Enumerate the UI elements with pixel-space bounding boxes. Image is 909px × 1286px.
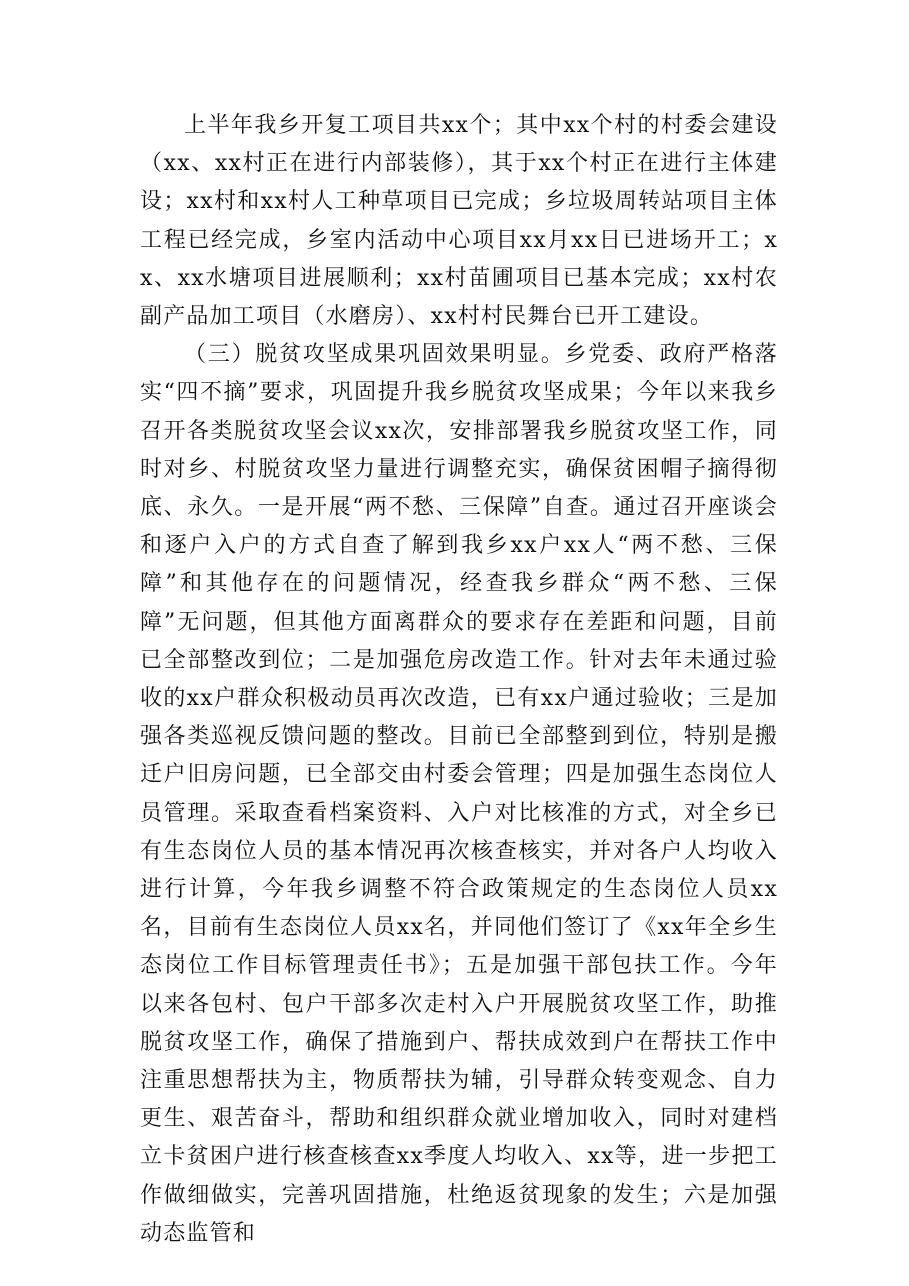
paragraph-poverty-alleviation: （三）脱贫攻坚成果巩固效果明显。乡党委、政府严格落实“四不摘”要求，巩固提升我乡脱贫攻坚成果；今年以来我乡召开各类脱贫攻坚会议xx次，安排部署我乡脱贫攻坚工作，同时对乡、村脱贫攻坚力量进行调整充实，确保贫困帽子摘得彻底、永久。一是开展“两不愁、三保障”自查。通过召开座谈会和逐户入户的方式自查了解到我乡xx户xx人“两不愁、三保障”和其他存在的问题情况，经查我乡群众“两不愁、三保障”无问题，但其他方面离群众的要求存在差距和问题，目前已全部整改到位；二是加强危房改造工作。针对去年未通过验收的xx户群众积极动员再次改造，已有xx户通过验收；三是加强各类巡视反馈问题的整改。目前已全部整到到位，特别是搬迁户旧房问题，已全部交由村委会管理；四是加强生态岗位人员管理。采取查看档案资料、入户对比核准的方式，对全乡已有生态岗位人员的基本情况再次核查核实，并对各户人均收入进行计算，今年我乡调整不符合政策规定的生态岗位人员xx名，目前有生态岗位人员xx名，并同他们签订了《xx年全乡生态岗位工作目标管理责任书》；五是加强干部包扶工作。今年以来各包村、包户干部多次走村入户开展脱贫攻坚工作，助推脱贫攻坚工作，确保了措施到户、帮扶成效到户在帮扶工作中注重思想帮扶为主，物质帮扶为辅，引导群众转变观念、自力更生、艰苦奋斗，帮助和组织群众就业增加收入，同时对建档立卡贫困户进行核查核查xx季度人均收入、xx等，进一步把工作做细做实，完善巩固措施，杜绝返贫现象的发生；六是加强动态监管和 [140, 342, 778, 1246]
document-body [140, 107, 778, 1253]
paragraph-project-progress: 上半年我乡开复工项目共xx个；其中xx个村的村委会建设（xx、xx村正在进行内部装修），其于xx个村正在进行主体建设；xx村和xx村人工种草项目已完成；乡垃圾周转站项目主体工程已经完成，乡室内活动中心项目xx月xx日已进场开工；xx、xx水塘项目进展顺利；xx村苗圃项目已基本完成；xx村农副产品加工项目（水磨房）、xx村村民舞台已开工建设。 [140, 113, 778, 330]
